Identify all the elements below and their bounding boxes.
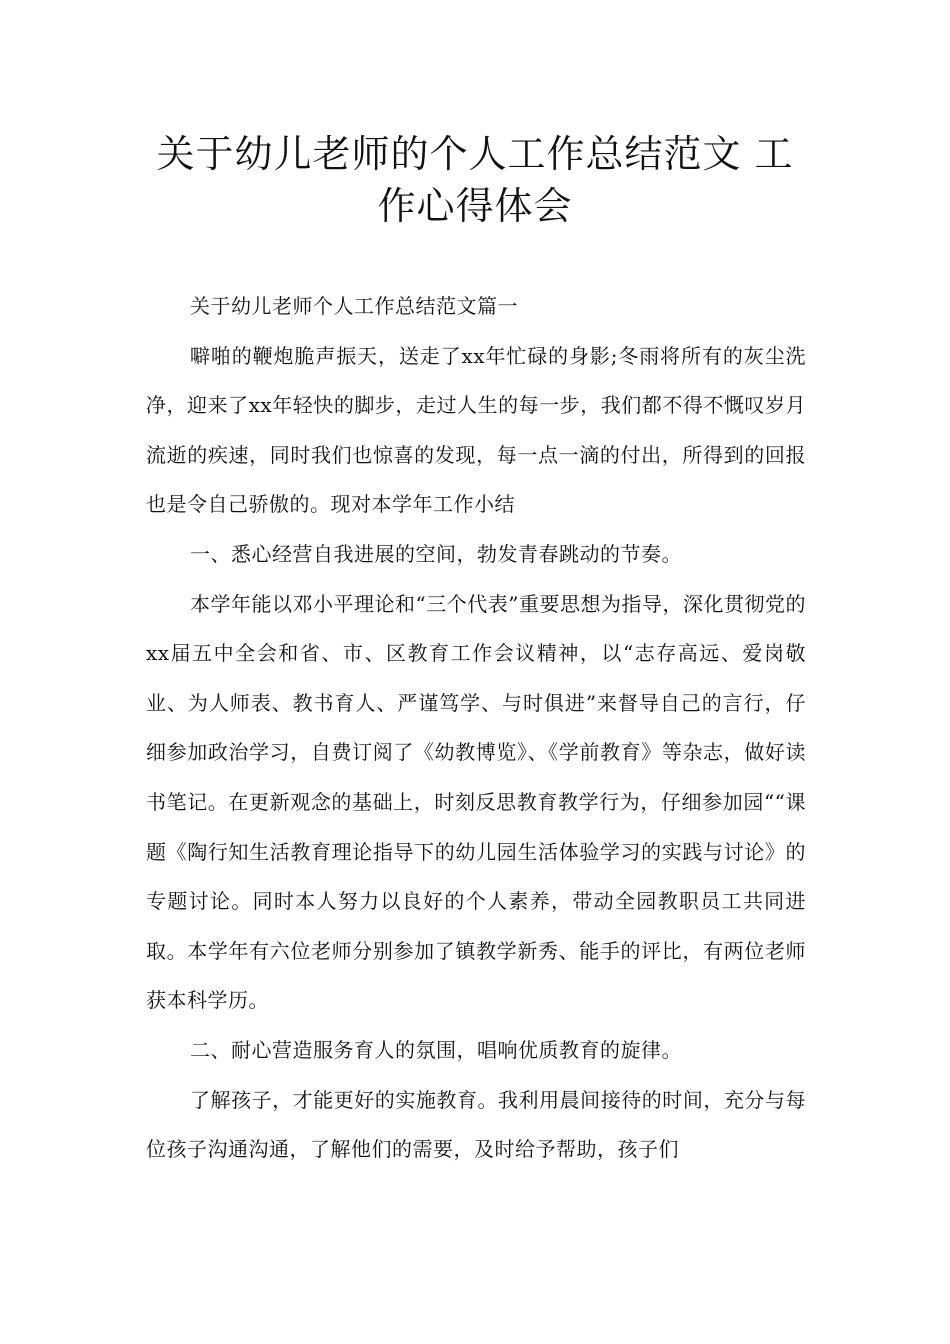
- section-heading: 关于幼儿老师个人工作总结范文篇一: [190, 294, 518, 318]
- paragraph: 本学年能以邓小平理论和“三个代表”重要思想为指导，深化贯彻党的xx届五中全会和省、市、区教育工作会议精神，以“志存高远、爱岗敬业、为人师表、教书育人、严谨笃学、与时俱进”来督导自己的言行，仔细参加政治学习，自费订阅了《幼教博览》、《学前教育》等杂志，做好读书笔记。在更新观念的基础上，时刻反思教育教学行为，仔细参加园““课题《陶行知生活教育理论指导下的幼儿园生活体验学习的实践与讨论》的专题讨论。同时本人努力以良好的个人素养，带动全园教职员工共同进取。本学年有六位老师分别参加了镇教学新秀、能手的评比，有两位老师获本科学历。: [146, 591, 806, 1013]
- document-body: [146, 282, 806, 1175]
- paragraph: 了解孩子，才能更好的实施教育。我利用晨间接待的时间，充分与每位孩子沟通沟通，了解他们的需要，及时给予帮助，孩子们: [146, 1087, 806, 1162]
- document-title: 关于幼儿老师的个人工作总结范文 工作心得体会: [156, 132, 794, 228]
- section-heading: 一、悉心经营自我进展的空间，勃发青春跳动的节奏。: [190, 541, 682, 566]
- section-heading: 二、耐心营造服务育人的氛围，唱响优质教育的旋律。: [190, 1037, 682, 1062]
- paragraph: 噼啪的鞭炮脆声振天，送走了xx年忙碌的身影;冬雨将所有的灰尘洗净，迎来了xx年轻快的脚步，走过人生的每一步，我们都不得不慨叹岁月流逝的疾速，同时我们也惊喜的发现，每一点一滴的付出，所得到的回报也是令自己骄傲的。现对本学年工作小结: [146, 343, 806, 517]
